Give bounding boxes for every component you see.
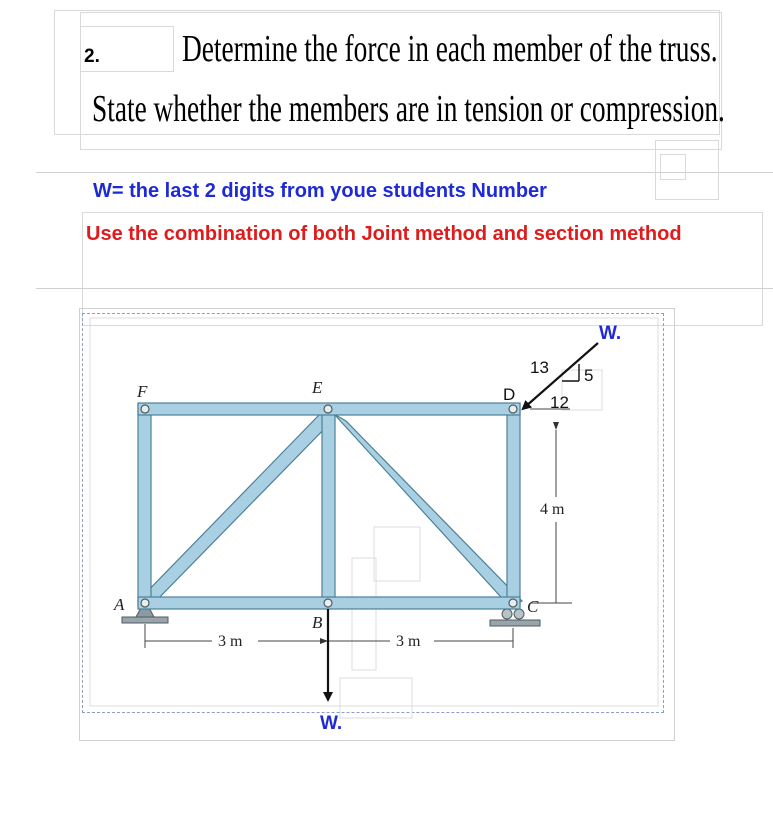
dim-height: 4 m — [540, 501, 565, 518]
problem-title-line1: Determine the force in each member of the truss. — [182, 28, 718, 70]
slope-horizontal: 12 — [550, 393, 569, 412]
member-af — [138, 404, 151, 606]
joint-label-a: A — [114, 595, 125, 614]
joint-label-d: D — [503, 385, 516, 404]
dim-left-span: 3 m — [218, 633, 243, 650]
load-label-bottom: W. — [320, 713, 343, 734]
joint-label-f: F — [137, 382, 148, 401]
joint-label-c: C — [527, 597, 539, 616]
slope-hyp: 13 — [530, 358, 549, 377]
w-definition: W= the last 2 digits from youe students Number — [93, 180, 547, 202]
member-ae — [138, 414, 332, 607]
dim-right-span: 3 m — [396, 633, 421, 650]
method-instruction: Use the combination of both Joint method and section method — [86, 223, 682, 245]
joint-label-b: B — [312, 613, 323, 632]
joint-label-e: E — [312, 378, 323, 397]
load-label-top: W. — [599, 323, 622, 344]
problem-title-line2: State whether the members are in tension or compression. — [92, 88, 725, 130]
member-eb — [322, 404, 335, 606]
figure-guides — [90, 318, 658, 718]
member-dc — [507, 404, 520, 606]
slope-vertical: 5 — [584, 366, 594, 385]
problem-number: 2. — [84, 46, 100, 67]
member-ec — [334, 414, 522, 607]
